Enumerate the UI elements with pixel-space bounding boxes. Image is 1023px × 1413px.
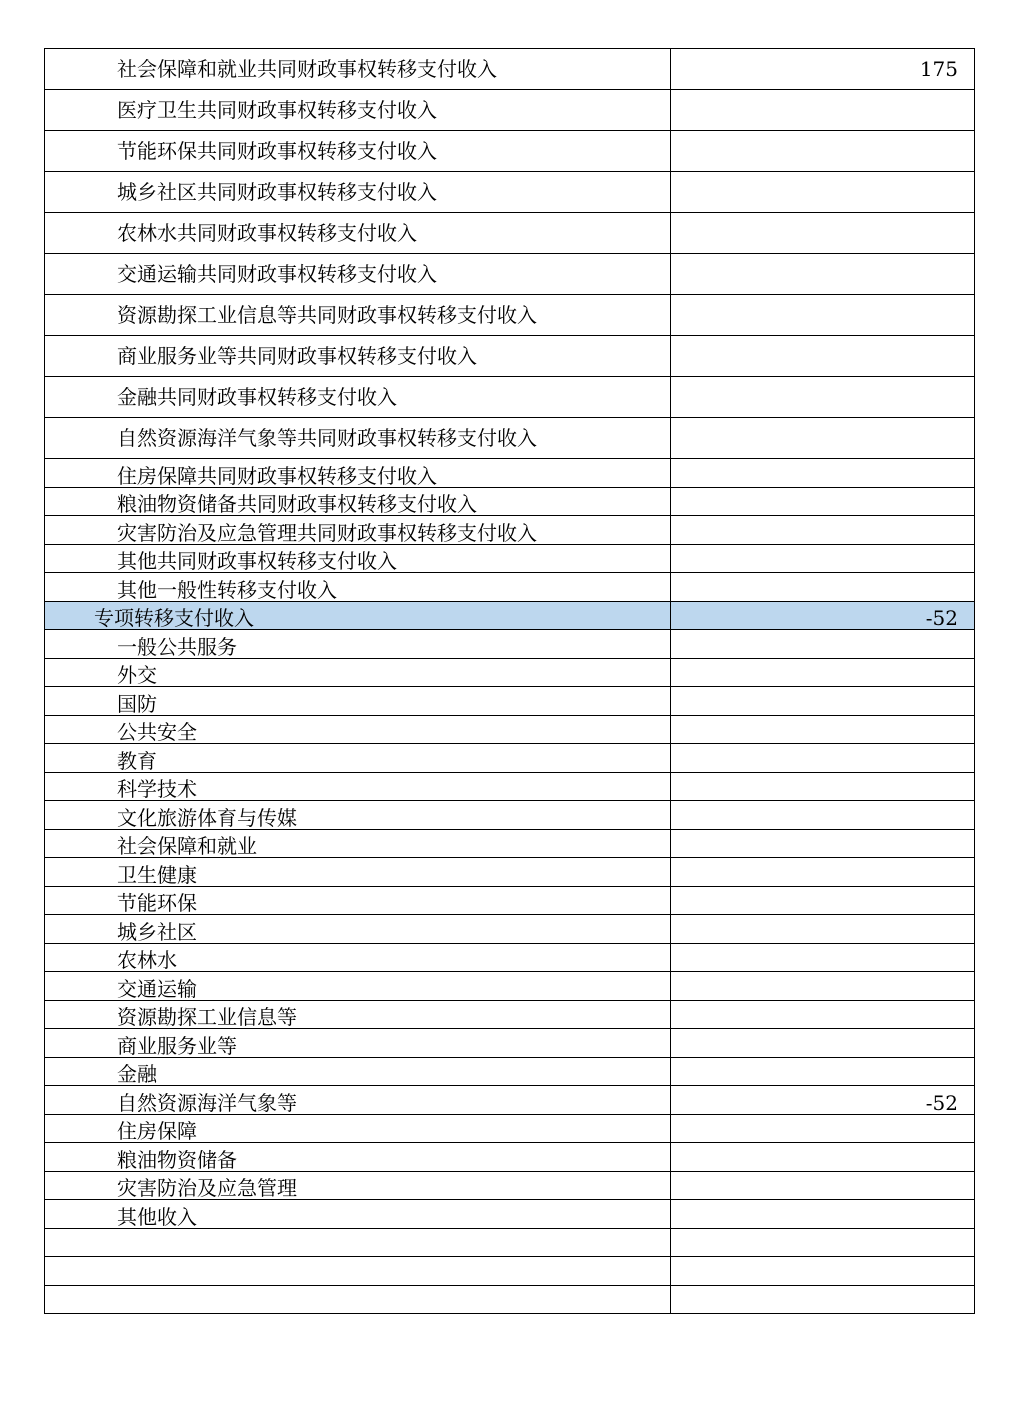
table-row — [45, 744, 975, 773]
table-row — [45, 1057, 975, 1086]
row-value-cell — [671, 377, 975, 418]
table-row — [45, 336, 975, 377]
row-value-cell — [671, 172, 975, 213]
row-label-cell: 交通运输共同财政事权转移支付收入 — [45, 254, 671, 295]
table-row — [45, 1000, 975, 1029]
row-label-cell: 自然资源海洋气象等共同财政事权转移支付收入 — [45, 418, 671, 459]
table-row — [45, 943, 975, 972]
table-row — [45, 915, 975, 944]
table-row — [45, 172, 975, 213]
row-label-cell: 科学技术 — [45, 772, 671, 801]
row-value-cell — [671, 1114, 975, 1143]
row-value-cell — [671, 1257, 975, 1286]
row-label-cell: 公共安全 — [45, 715, 671, 744]
row-value-cell — [671, 886, 975, 915]
row-label-cell: 社会保障和就业共同财政事权转移支付收入 — [45, 49, 671, 90]
table-row — [45, 1114, 975, 1143]
table-row — [45, 254, 975, 295]
table-row — [45, 972, 975, 1001]
row-value-cell — [671, 658, 975, 687]
table-row — [45, 487, 975, 516]
row-label-cell: 其他收入 — [45, 1200, 671, 1229]
row-label-cell — [45, 1257, 671, 1286]
row-value-cell — [671, 213, 975, 254]
table-row — [45, 801, 975, 830]
row-value-cell — [671, 772, 975, 801]
table-row — [45, 49, 975, 90]
row-value-cell — [671, 254, 975, 295]
row-value-cell — [671, 744, 975, 773]
row-value-cell: -52 — [671, 1086, 975, 1115]
row-value-cell: 175 — [671, 49, 975, 90]
row-value-cell — [671, 336, 975, 377]
row-value-cell — [671, 295, 975, 336]
row-label-cell: 金融 — [45, 1057, 671, 1086]
row-value-cell — [671, 858, 975, 887]
row-value-cell — [671, 1171, 975, 1200]
table-row — [45, 715, 975, 744]
row-value-cell — [671, 687, 975, 716]
table-row — [45, 1200, 975, 1229]
table-row — [45, 295, 975, 336]
table-row — [45, 459, 975, 488]
revenue-table — [44, 48, 975, 1314]
row-value-cell — [671, 544, 975, 573]
row-label-cell: 住房保障共同财政事权转移支付收入 — [45, 459, 671, 488]
row-label-cell: 医疗卫生共同财政事权转移支付收入 — [45, 90, 671, 131]
row-label-cell: 一般公共服务 — [45, 630, 671, 659]
table-row — [45, 516, 975, 545]
row-value-cell — [671, 131, 975, 172]
row-value-cell — [671, 715, 975, 744]
row-value-cell: -52 — [671, 601, 975, 630]
row-label-cell: 自然资源海洋气象等 — [45, 1086, 671, 1115]
table-row — [45, 213, 975, 254]
row-label-cell: 教育 — [45, 744, 671, 773]
table-row — [45, 377, 975, 418]
row-label-cell: 资源勘探工业信息等 — [45, 1000, 671, 1029]
row-label-cell: 灾害防治及应急管理 — [45, 1171, 671, 1200]
table-row — [45, 90, 975, 131]
row-value-cell — [671, 573, 975, 602]
table-row — [45, 601, 975, 630]
row-label-cell: 文化旅游体育与传媒 — [45, 801, 671, 830]
row-value-cell — [671, 418, 975, 459]
row-label-cell: 社会保障和就业 — [45, 829, 671, 858]
table-row — [45, 1257, 975, 1286]
row-label-cell: 农林水 — [45, 943, 671, 972]
row-value-cell — [671, 1029, 975, 1058]
table-body — [45, 49, 975, 1314]
row-label-cell: 交通运输 — [45, 972, 671, 1001]
row-value-cell — [671, 90, 975, 131]
table-row — [45, 829, 975, 858]
row-value-cell — [671, 1000, 975, 1029]
row-label-cell: 粮油物资储备共同财政事权转移支付收入 — [45, 487, 671, 516]
row-label-cell: 金融共同财政事权转移支付收入 — [45, 377, 671, 418]
row-value-cell — [671, 1200, 975, 1229]
table-row — [45, 544, 975, 573]
row-label-cell: 商业服务业等 — [45, 1029, 671, 1058]
row-label-cell: 其他一般性转移支付收入 — [45, 573, 671, 602]
row-value-cell — [671, 829, 975, 858]
row-label-cell — [45, 1228, 671, 1257]
row-value-cell — [671, 1228, 975, 1257]
table-row — [45, 1285, 975, 1314]
row-value-cell — [671, 972, 975, 1001]
table-row — [45, 418, 975, 459]
row-label-cell: 粮油物资储备 — [45, 1143, 671, 1172]
row-label-cell: 住房保障 — [45, 1114, 671, 1143]
table-row — [45, 131, 975, 172]
table-row — [45, 1143, 975, 1172]
row-value-cell — [671, 487, 975, 516]
row-label-cell — [45, 1285, 671, 1314]
table-row — [45, 772, 975, 801]
row-label-cell: 节能环保共同财政事权转移支付收入 — [45, 131, 671, 172]
table-row — [45, 886, 975, 915]
table-row — [45, 1171, 975, 1200]
row-value-cell — [671, 801, 975, 830]
row-label-cell: 农林水共同财政事权转移支付收入 — [45, 213, 671, 254]
table-row — [45, 1029, 975, 1058]
row-value-cell — [671, 630, 975, 659]
row-label-cell: 商业服务业等共同财政事权转移支付收入 — [45, 336, 671, 377]
row-value-cell — [671, 1057, 975, 1086]
row-label-cell: 城乡社区 — [45, 915, 671, 944]
table-row — [45, 573, 975, 602]
row-label-cell: 其他共同财政事权转移支付收入 — [45, 544, 671, 573]
table-row — [45, 687, 975, 716]
table-row — [45, 1086, 975, 1115]
row-value-cell — [671, 459, 975, 488]
row-label-cell: 国防 — [45, 687, 671, 716]
row-label-cell: 城乡社区共同财政事权转移支付收入 — [45, 172, 671, 213]
row-label-cell: 卫生健康 — [45, 858, 671, 887]
table-row — [45, 630, 975, 659]
row-value-cell — [671, 1143, 975, 1172]
row-value-cell — [671, 1285, 975, 1314]
table-row — [45, 658, 975, 687]
row-value-cell — [671, 516, 975, 545]
row-label-cell: 专项转移支付收入 — [45, 601, 671, 630]
row-value-cell — [671, 943, 975, 972]
table-row — [45, 1228, 975, 1257]
row-label-cell: 外交 — [45, 658, 671, 687]
row-value-cell — [671, 915, 975, 944]
row-label-cell: 节能环保 — [45, 886, 671, 915]
row-label-cell: 灾害防治及应急管理共同财政事权转移支付收入 — [45, 516, 671, 545]
row-label-cell: 资源勘探工业信息等共同财政事权转移支付收入 — [45, 295, 671, 336]
table-row — [45, 858, 975, 887]
